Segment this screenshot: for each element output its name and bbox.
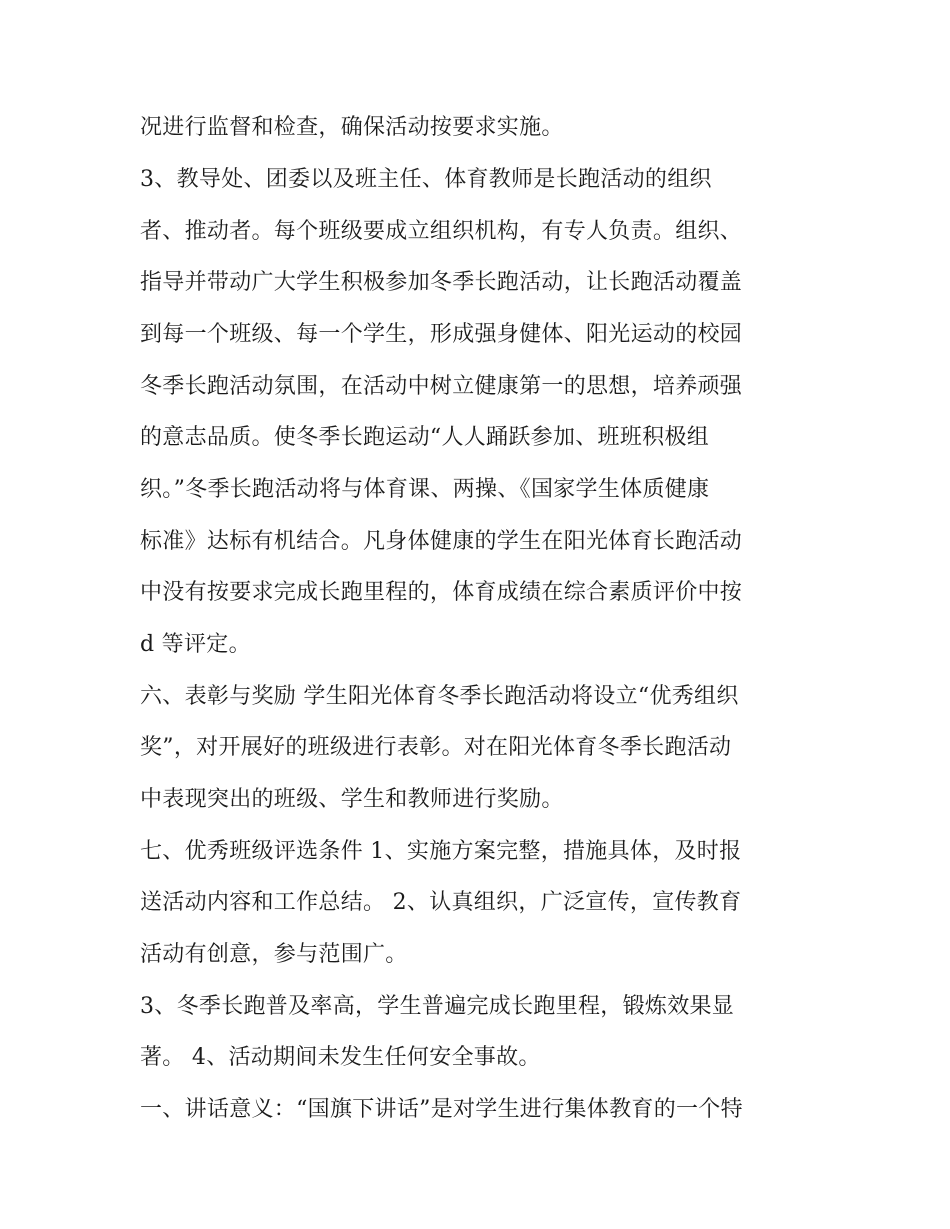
text-line: 标准》达标有机结合。凡身体健康的学生在阳光体育长跑活动 bbox=[140, 529, 743, 554]
text-line: 者、推动者。每个班级要成立组织机构，有专人负责。组织、 bbox=[140, 219, 743, 244]
text-line: 织。”冬季长跑活动将与体育课、两操、《国家学生体质健康 bbox=[140, 477, 710, 502]
text-line: 的意志品质。使冬季长跑运动“人人踊跃参加、班班积极组 bbox=[140, 425, 710, 450]
text-line: 一、讲话意义：“国旗下讲话”是对学生进行集体教育的一个特 bbox=[140, 1097, 743, 1122]
text-line: 七、优秀班级评选条件 1、实施方案完整，措施具体，及时报 bbox=[140, 839, 742, 864]
text-line: 送活动内容和工作总结。 2、认真组织，广泛宣传，宣传教育 bbox=[140, 890, 742, 915]
text-line: 奖”，对开展好的班级进行表彰。对在阳光体育冬季长跑活动 bbox=[140, 735, 732, 760]
text-line: 况进行监督和检查，确保活动按要求实施。 bbox=[140, 115, 564, 140]
text-line: 活动有创意，参与范围广。 bbox=[140, 942, 408, 967]
text-line: 六、表彰与奖励 学生阳光体育冬季长跑活动将设立“优秀组织 bbox=[140, 684, 739, 709]
text-line: d 等评定。 bbox=[140, 632, 251, 657]
text-line: 中没有按要求完成长跑里程的，体育成绩在综合素质评价中按 bbox=[140, 580, 743, 605]
text-line: 到每一个班级、每一个学生，形成强身健体、阳光运动的校园 bbox=[140, 322, 743, 347]
text-line: 3、教导处、团委以及班主任、体育教师是长跑活动的组织 bbox=[140, 167, 712, 192]
text-line: 指导并带动广大学生积极参加冬季长跑活动，让长跑活动覆盖 bbox=[140, 270, 743, 295]
text-line: 中表现突出的班级、学生和教师进行奖励。 bbox=[140, 787, 564, 812]
text-line: 3、冬季长跑普及率高，学生普遍完成长跑里程，锻炼效果显 bbox=[140, 994, 735, 1019]
text-line: 著。 4、活动期间未发生任何安全事故。 bbox=[140, 1045, 541, 1070]
text-line: 冬季长跑活动氛围，在活动中树立健康第一的思想，培养顽强 bbox=[140, 374, 743, 399]
